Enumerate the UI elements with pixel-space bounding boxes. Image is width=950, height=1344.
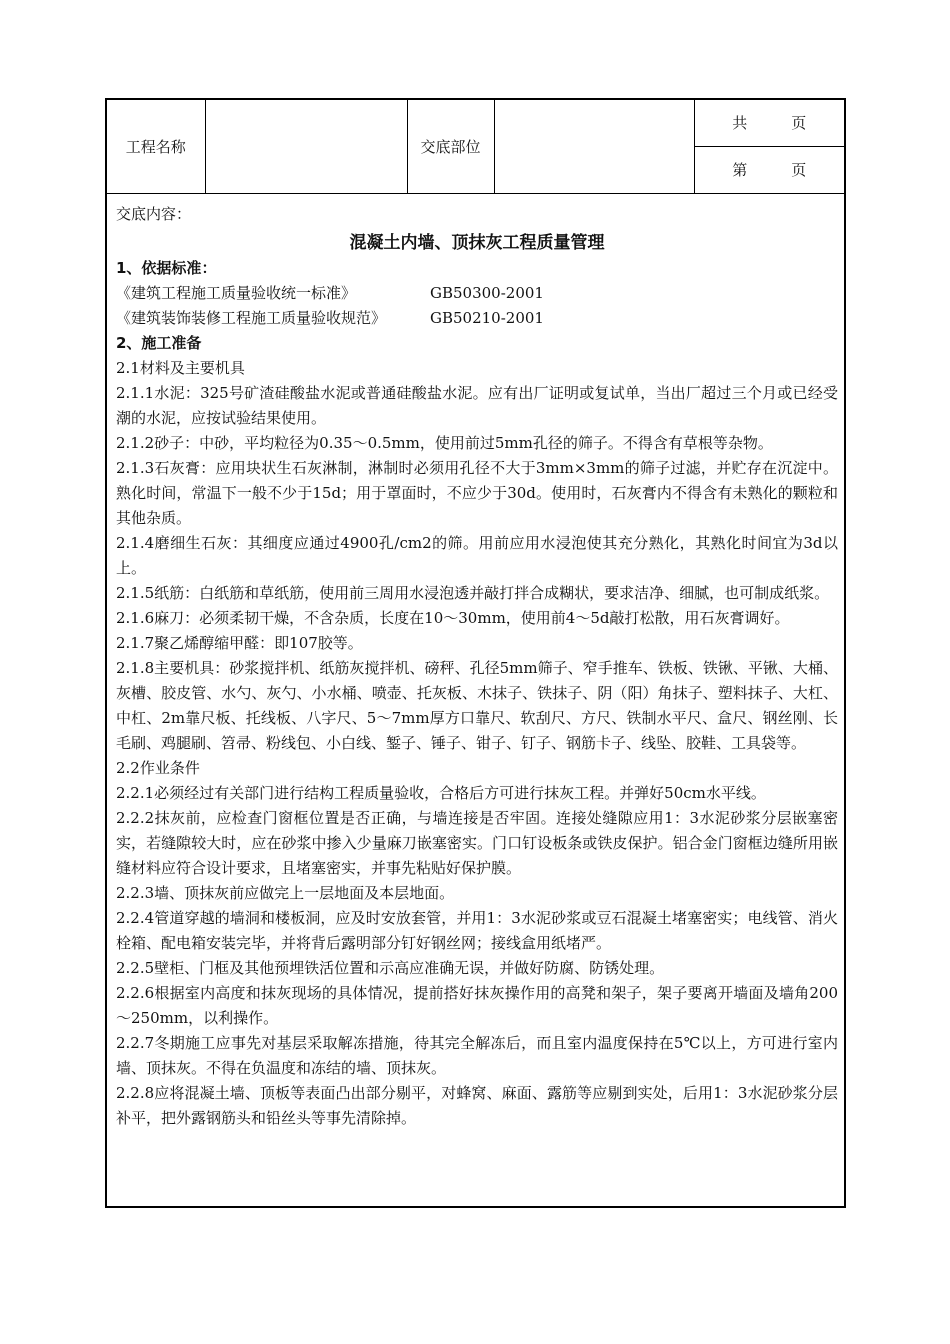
standard-reference (116, 281, 838, 306)
standard-code: GB50210-2001 (430, 309, 544, 327)
content-paragraph: 2.2.5壁柜、门框及其他预埋铁活位置和示高应准确无误，并做好防腐、防锈处理。 (116, 959, 665, 977)
content-paragraph: 2.1.7聚乙烯醇缩甲醛：即107胶等。 (116, 634, 363, 652)
content-paragraph: 2.1.1水泥：325号矿渣硅酸盐水泥或普通硅酸盐水泥。应有出厂证明或复试单，当出厂超过三个月或已经受潮的水泥，应按试验结果使用。 (116, 384, 838, 427)
total-pages-cell (694, 100, 844, 146)
page-number-cell (694, 146, 844, 193)
location-label: 交底部位 (407, 100, 494, 193)
total-pages-label-b: 页 (791, 114, 807, 133)
content-paragraph: 2.2.6根据室内高度和抹灰现场的具体情况，提前搭好抹灰操作用的高凳和架子，架子要离开墙面及墙角200～250mm，以利操作。 (116, 984, 838, 1027)
content-paragraph: 2.1材料及主要机具 (116, 359, 245, 377)
project-name-label: 工程名称 (107, 100, 205, 193)
content-paragraph: 2.1.4磨细生石灰：其细度应通过4900孔/cm2的筛。用前应用水浸泡使其充分熟化，其熟化时间宜为3d以上。 (116, 534, 838, 577)
page-number-label-b: 页 (791, 161, 807, 179)
section-heading: 2、施工准备 (116, 334, 202, 352)
content-paragraph: 2.2.1必须经过有关部门进行结构工程质量验收，合格后方可进行抹灰工程。并弹好50cm水平线。 (116, 784, 766, 802)
location-value[interactable] (494, 100, 694, 193)
content-paragraph: 2.1.5纸筋：白纸筋和草纸筋，使用前三周用水浸泡透并敲打拌合成糊状，要求洁净、细腻，也可制成纸浆。 (116, 584, 830, 602)
content-paragraph: 2.2.4管道穿越的墙洞和楼板洞，应及时安放套管，并用1：3水泥砂浆或豆石混凝土堵塞密实；电线管、消火栓箱、配电箱安装完毕，并将背后露明部分钉好钢丝网；接线盒用纸堵严。 (116, 909, 838, 952)
content-paragraph: 2.2.3墙、顶抹灰前应做完上一层地面及本层地面。 (116, 884, 455, 902)
content-paragraph: 2.1.6麻刀：必须柔韧干燥，不含杂质，长度在10～30mm，使用前4～5d敲打松散，用石灰膏调好。 (116, 609, 790, 627)
page-number-label-a: 第 (732, 161, 748, 179)
content-paragraph: 2.1.2砂子：中砂，平均粒径为0.35～0.5mm，使用前过5mm孔径的筛子。不得含有草根等杂物。 (116, 434, 773, 452)
standard-name: 《建筑工程施工质量验收统一标准》 (116, 284, 357, 302)
standard-reference (116, 306, 838, 331)
form-header-table (107, 100, 844, 194)
content-paragraph: 2.2作业条件 (116, 759, 200, 777)
disclosure-form (105, 98, 846, 1208)
content-paragraph: 2.2.2抹灰前，应检查门窗框位置是否正确，与墙连接是否牢固。连接处缝隙应用1：3水泥砂浆分层嵌塞密实，若缝隙较大时，应在砂浆中掺入少量麻刀嵌塞密实。门口钉设板条或铁皮保护。铝合金门窗框边缝所用嵌缝材料应符合设计要求，且堵塞密实，并事先粘贴好保护膜。 (116, 809, 838, 877)
content-paragraph: 2.1.3石灰膏：应用块状生石灰淋制，淋制时必须用孔径不大于3mm×3mm的筛子过滤，并贮存在沉淀中。熟化时间，常温下一般不少于15d；用于罩面时，不应少于30d。使用时，石灰膏内不得含有未熟化的颗粒和其他杂质。 (116, 459, 838, 527)
standard-code: GB50300-2001 (430, 284, 544, 302)
content-body (116, 256, 838, 1131)
content-label: 交底内容： (116, 205, 192, 223)
total-pages-label-a: 共 (732, 114, 748, 133)
content-paragraph: 2.2.7冬期施工应事先对基层采取解冻措施，待其完全解冻后，而且室内温度保持在5℃以上，方可进行室内墙、顶抹灰。不得在负温度和冻结的墙、顶抹灰。 (116, 1034, 838, 1077)
content-paragraph: 2.1.8主要机具：砂浆搅拌机、纸筋灰搅拌机、磅秤、孔径5mm筛子、窄手推车、铁板、铁锹、平锹、大桶、灰槽、胶皮管、水勺、灰勺、小水桶、喷壶、托灰板、木抹子、铁抹子、阴（阳）角抹子、塑料抹子、大杠、中杠、2m靠尺板、托线板、八字尺、5～7mm厚方口靠尺、软刮尺、方尺、铁制水平尺、盒尺、钢丝刚、长毛刷、鸡腿刷、笤帚、粉线包、小白线、錾子、锤子、钳子、钉子、钢筋卡子、线坠、胶鞋、工具袋等。 (116, 659, 838, 752)
standard-name: 《建筑装饰装修工程施工质量验收规范》 (116, 309, 387, 327)
content-paragraph: 2.2.8应将混凝土墙、顶板等表面凸出部分剔平，对蜂窝、麻面、露筋等应剔到实处，后用1：3水泥砂浆分层补平，把外露钢筋头和铅丝头等事先清除掉。 (116, 1084, 838, 1127)
disclosure-content (107, 195, 844, 1131)
document-title: 混凝土内墙、顶抹灰工程质量管理 (349, 233, 605, 253)
section-heading: 1、依据标准： (116, 259, 217, 277)
project-name-value[interactable] (205, 100, 407, 193)
